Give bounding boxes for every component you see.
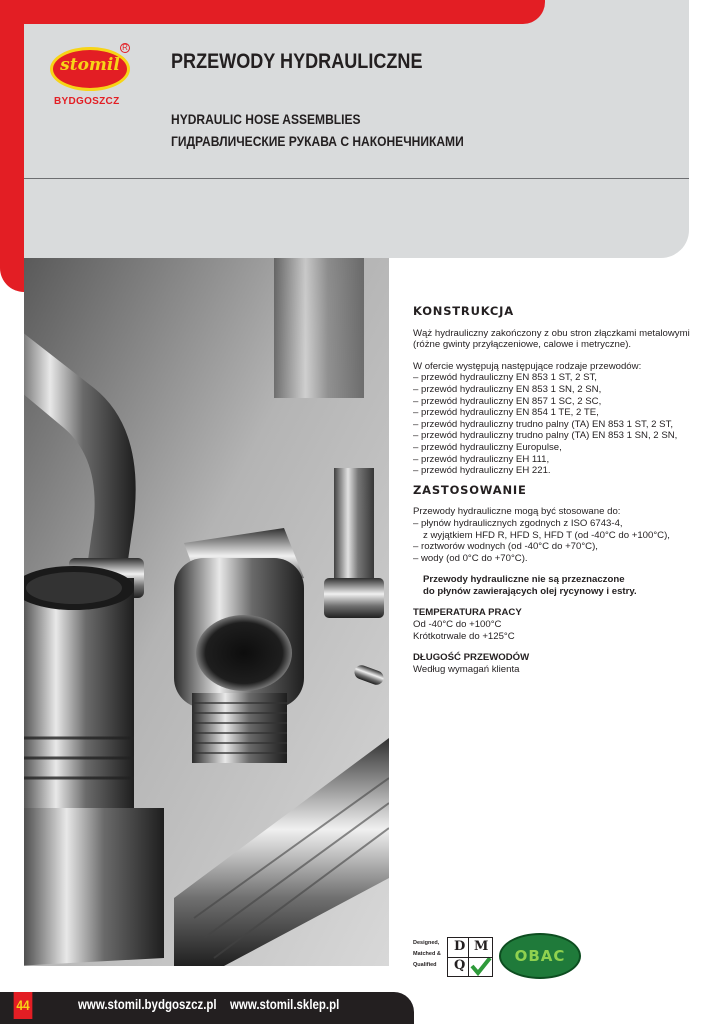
dmq-letter-m: M [474,939,489,954]
spacer [413,642,698,652]
list-item: – roztworów wodnych (od -40°C do +70°C), [413,541,598,553]
section-heading-zastosowanie: ZASTOSOWANIE [413,482,527,497]
list-item: – wody (od 0°C do +70°C). [413,552,528,564]
obac-text: OBAC [514,947,566,965]
list-item: – przewód hydrauliczny Europulse, [413,441,562,453]
list-item: – płynów hydraulicznych zgodnych z ISO 6743-4, [413,517,623,529]
list-item: – przewód hydrauliczny EN 853 1 ST, 2 ST, [413,372,597,384]
konstrukcja-intro-line: Wąż hydrauliczny zakończony z obu stron złączkami metalowymi [413,327,690,339]
header-panel-corner [545,0,565,24]
subtitle-english: HYDRAULIC HOSE ASSEMBLIES [171,111,361,127]
length-line: Według wymagań klienta [413,663,520,675]
dmq-divider [448,957,492,958]
list-item: – przewód hydrauliczny trudno palny (TA) EN 853 1 SN, 2 SN, [413,430,678,442]
list-item-continuation: z wyjątkiem HFD R, HFD S, HFD T (od -40°C do +100°C), [423,529,670,541]
obac-certification-logo [499,933,581,979]
header-divider [24,178,689,179]
subtitle-russian: ГИДРАВЛИЧЕСКИЕ РУКАВА С НАКОНЕЧНИКАМИ [171,133,464,149]
page-subtitles [171,108,464,152]
warning-note: do płynów zawierających olej rycynowy i estry. [423,585,637,597]
temperature-line: Krótkotrwale do +125°C [413,630,515,642]
dmq-letter-d: D [454,939,466,954]
dmq-certification-mark [447,937,493,977]
left-red-edge [0,0,24,292]
section-heading-konstrukcja: KONSTRUKCJA [413,304,514,318]
konstrukcja-intro-line: (różne gwinty przyłączeniowe, calowe i metryczne). [413,339,632,351]
spacer [413,351,698,361]
caption-line: Matched & [413,951,441,957]
shop-link[interactable]: www.stomil.sklep.pl [230,996,340,1012]
spacer [413,564,698,574]
checkmark-icon [470,956,492,976]
logo-city: BYDGOSZCZ [54,96,120,107]
list-item: – przewód hydrauliczny EN 857 1 SC, 2 SC, [413,395,602,407]
registered-mark: R [120,43,130,53]
website-link[interactable]: www.stomil.bydgoszcz.pl [78,996,217,1012]
konstrukcja-list-intro: W ofercie występują następujące rodzaje przewodów: [413,360,642,372]
caption-line: Qualified [413,962,437,968]
list-item: – przewód hydrauliczny EH 221. [413,465,551,477]
zastosowanie-intro: Przewody hydrauliczne mogą być stosowane do: [413,506,621,518]
spacer [413,597,698,607]
page-number: 44 [14,992,33,1019]
certification-caption [413,938,441,971]
hydraulic-fittings-photo [24,258,389,966]
page-title: PRZEWODY HYDRAULICZNE [171,50,423,73]
stomil-logo [50,43,132,112]
list-item: – przewód hydrauliczny EN 854 1 TE, 2 TE, [413,407,599,419]
warning-note: Przewody hydrauliczne nie są przeznaczone [423,574,625,586]
list-item: – przewód hydrauliczny EN 853 1 SN, 2 SN, [413,383,602,395]
caption-line: Designed, [413,940,440,946]
content-column [413,306,698,675]
temperature-line: Od -40°C do +100°C [413,619,502,631]
logo-brand: stomil [60,55,120,75]
section-heading-dlugosc: DŁUGOŚĆ PRZEWODÓW [413,652,530,664]
top-red-band [0,0,545,24]
list-item: – przewód hydrauliczny trudno palny (TA) EN 853 1 ST, 2 ST, [413,418,674,430]
list-item: – przewód hydrauliczny EH 111, [413,453,550,465]
section-heading-temperatura: TEMPERATURA PRACY [413,607,522,619]
dmq-divider [468,938,469,976]
dmq-letter-q: Q [454,958,466,973]
